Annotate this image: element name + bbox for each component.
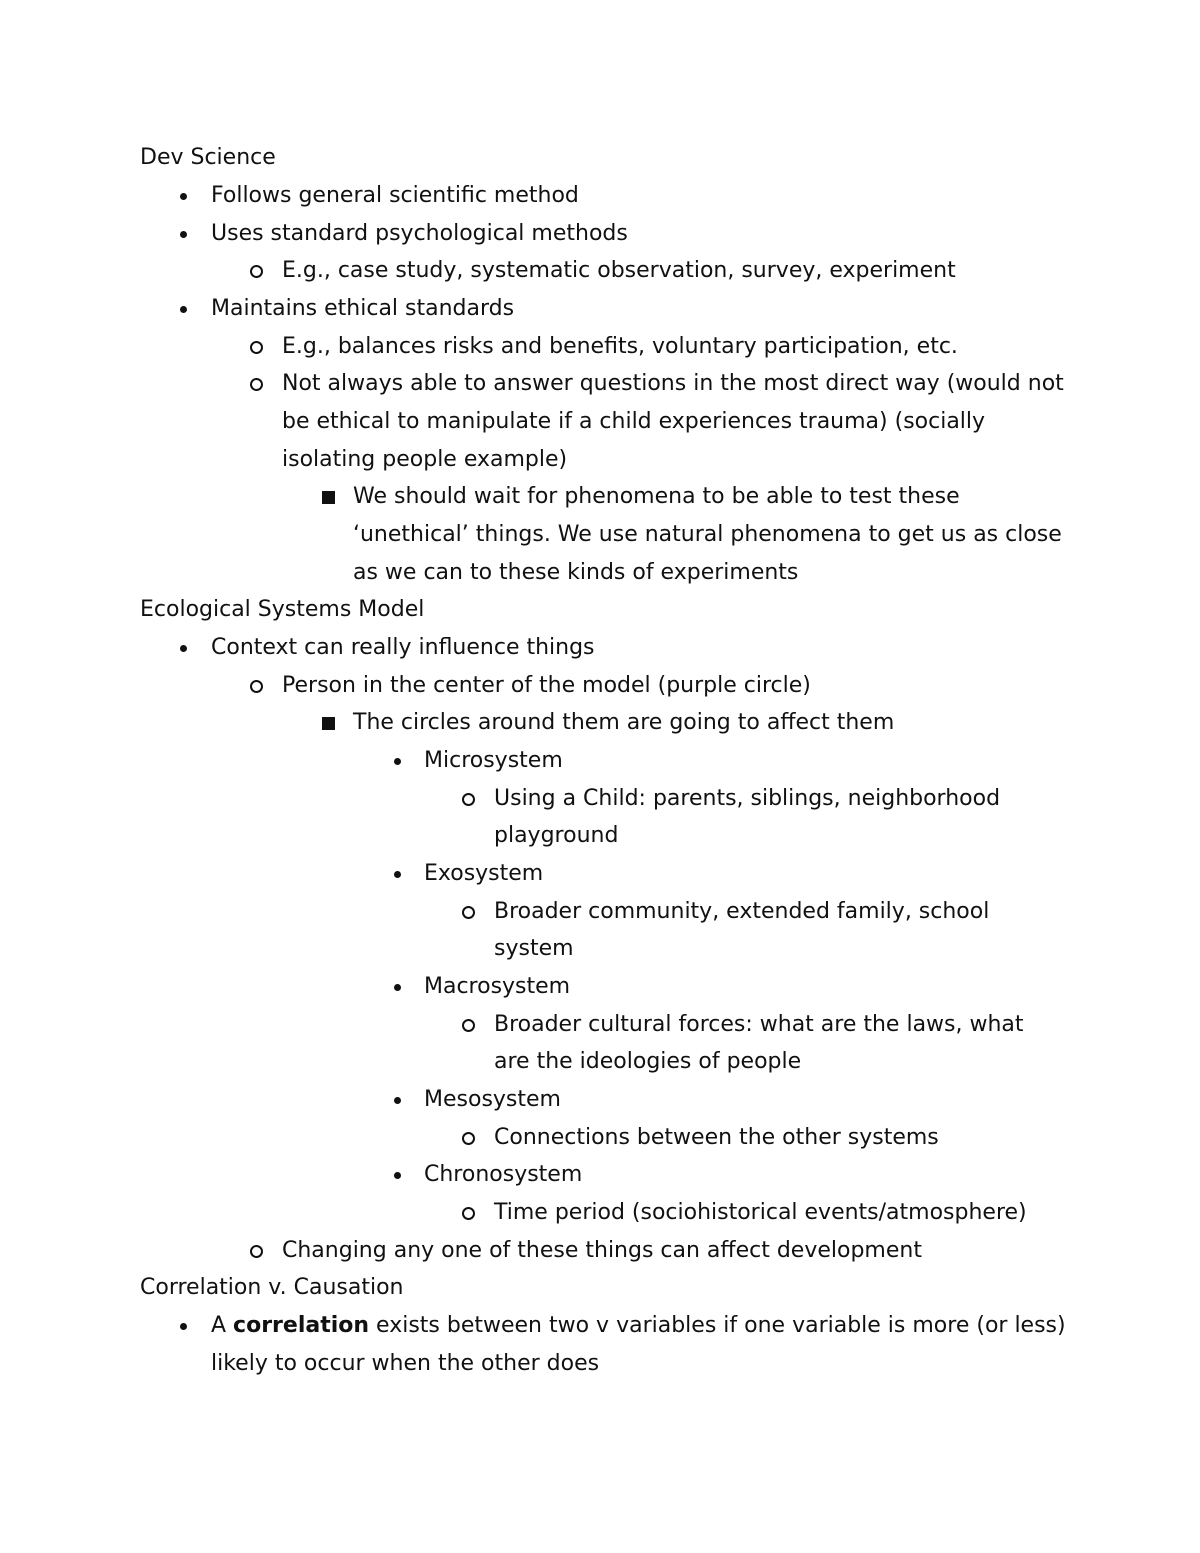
heading-text: Correlation v. Causation [140, 1275, 404, 1300]
list-item-text: E.g., balances risks and benefits, voluntary participation, etc. [282, 334, 958, 359]
list-item-text: Person in the center of the model (purple circle) [282, 673, 811, 698]
list-item [0, 968, 1200, 1006]
list-item-continuation [0, 441, 1200, 479]
list-item-text: Chronosystem [424, 1162, 583, 1187]
heading-ecological-systems-model [0, 591, 1200, 629]
bullet-circle-icon [462, 1132, 475, 1145]
list-item-continuation [0, 516, 1200, 554]
list-item [0, 742, 1200, 780]
list-item-continuation [0, 554, 1200, 592]
bullet-square-icon [322, 491, 335, 504]
list-item [0, 780, 1200, 818]
list-item-text: playground [494, 823, 619, 848]
list-item [0, 1006, 1200, 1044]
bullet-dot-icon [180, 645, 187, 652]
list-item [0, 667, 1200, 705]
bullet-dot-icon [180, 306, 187, 313]
list-item [0, 1307, 1200, 1345]
list-item-continuation [0, 930, 1200, 968]
list-item [0, 252, 1200, 290]
bullet-dot-icon [180, 193, 187, 200]
bullet-circle-icon [250, 1245, 263, 1258]
list-item-text: Time period (sociohistorical events/atmosphere) [494, 1200, 1027, 1225]
heading-text: Dev Science [140, 145, 276, 170]
list-item-text: Broader cultural forces: what are the laws, what [494, 1012, 1024, 1037]
list-item-text: Broader community, extended family, school [494, 899, 990, 924]
list-item-text: Follows general scientific method [211, 183, 579, 208]
list-item-continuation [0, 1345, 1200, 1383]
bullet-circle-icon [250, 265, 263, 278]
list-item [0, 290, 1200, 328]
list-item-text: ‘unethical’ things. We use natural phenomena to get us as close [353, 522, 1062, 547]
list-item-text: isolating people example) [282, 447, 568, 472]
list-item-text: be ethical to manipulate if a child experiences trauma) (socially [282, 409, 986, 434]
heading-text: Ecological Systems Model [140, 597, 425, 622]
text-run: exists between two v variables if one variable is more (or less) [369, 1313, 1066, 1338]
list-item-continuation [0, 403, 1200, 441]
bold-term: correlation [233, 1313, 370, 1338]
list-item [0, 1119, 1200, 1157]
list-item-text: Maintains ethical standards [211, 296, 515, 321]
bullet-circle-icon [250, 680, 263, 693]
list-item-text: Macrosystem [424, 974, 571, 999]
list-item-text: Mesosystem [424, 1087, 561, 1112]
bullet-dot-icon [394, 1172, 401, 1179]
list-item [0, 1156, 1200, 1194]
bullet-circle-icon [250, 378, 263, 391]
list-item-text: Changing any one of these things can affect development [282, 1238, 922, 1263]
bullet-circle-icon [462, 906, 475, 919]
list-item-text: likely to occur when the other does [211, 1351, 600, 1376]
bullet-circle-icon [462, 1207, 475, 1220]
list-item [0, 855, 1200, 893]
bullet-square-icon [322, 717, 335, 730]
bullet-dot-icon [180, 231, 187, 238]
bullet-circle-icon [250, 341, 263, 354]
list-item-text: Not always able to answer questions in the most direct way (would not [282, 371, 1064, 396]
list-item [0, 1232, 1200, 1270]
list-item-text: Connections between the other systems [494, 1125, 939, 1150]
list-item-text [211, 1307, 1066, 1345]
text-run: A [211, 1313, 234, 1338]
list-item-continuation [0, 1043, 1200, 1081]
list-item-text: Context can really influence things [211, 635, 595, 660]
list-item-text: Using a Child: parents, siblings, neighborhood [494, 786, 1001, 811]
list-item [0, 478, 1200, 516]
bullet-circle-icon [462, 793, 475, 806]
list-item [0, 177, 1200, 215]
bullet-dot-icon [394, 984, 401, 991]
list-item [0, 1194, 1200, 1232]
list-item [0, 365, 1200, 403]
bullet-dot-icon [394, 758, 401, 765]
list-item [0, 1081, 1200, 1119]
list-item-text: system [494, 936, 574, 961]
list-item-text: We should wait for phenomena to be able to test these [353, 484, 960, 509]
list-item [0, 629, 1200, 667]
list-item-text: Uses standard psychological methods [211, 221, 628, 246]
list-item [0, 704, 1200, 742]
heading-dev-science [0, 139, 1200, 177]
list-item-text: as we can to these kinds of experiments [353, 560, 799, 585]
bullet-dot-icon [180, 1323, 187, 1330]
bullet-dot-icon [394, 871, 401, 878]
bullet-circle-icon [462, 1019, 475, 1032]
list-item-continuation [0, 817, 1200, 855]
bullet-dot-icon [394, 1097, 401, 1104]
list-item-text: Exosystem [424, 861, 544, 886]
list-item-text: are the ideologies of people [494, 1049, 802, 1074]
list-item-text: E.g., case study, systematic observation, survey, experiment [282, 258, 956, 283]
list-item [0, 328, 1200, 366]
list-item [0, 893, 1200, 931]
list-item-text: Microsystem [424, 748, 563, 773]
heading-correlation-v-causation [0, 1269, 1200, 1307]
list-item [0, 215, 1200, 253]
list-item-text: The circles around them are going to affect them [353, 710, 895, 735]
